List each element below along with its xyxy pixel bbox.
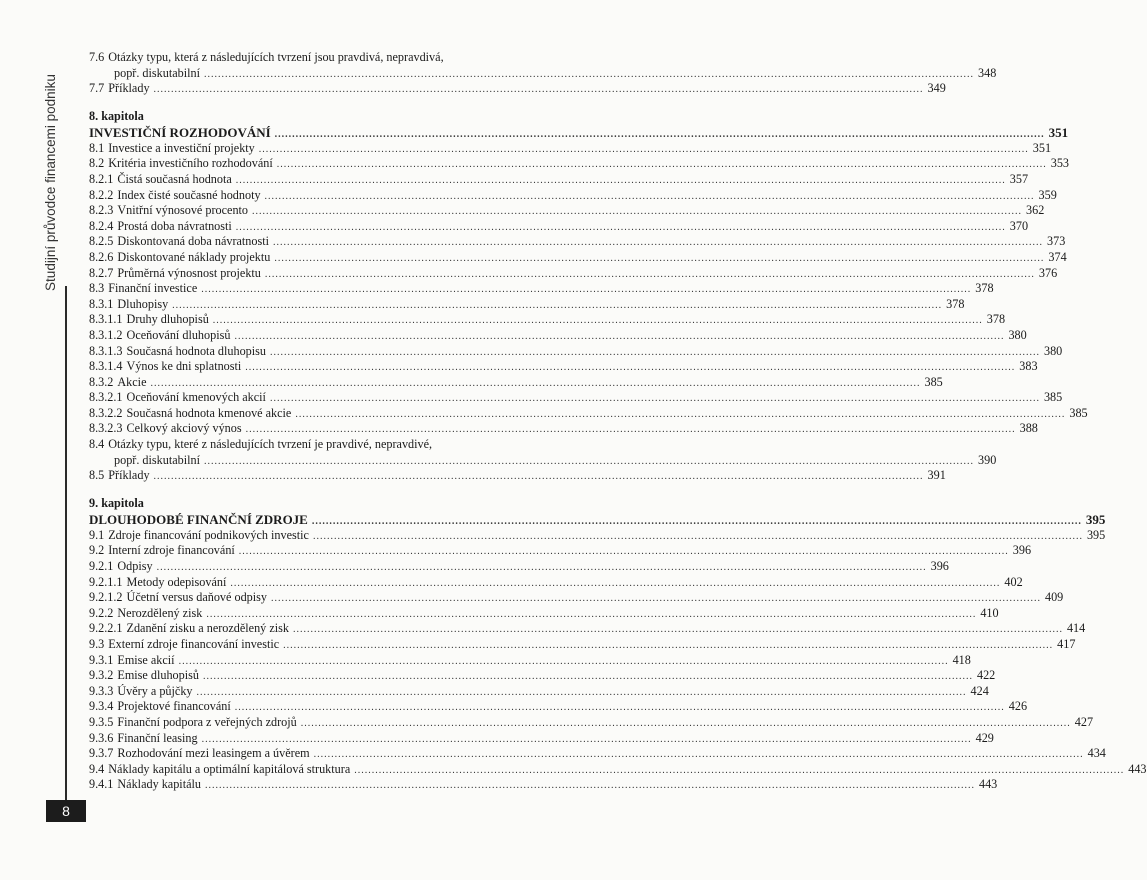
entry-page: 422: [976, 668, 996, 683]
entry-number: 9.2.2.1: [89, 621, 123, 636]
chapter-page: 395: [1085, 511, 1106, 527]
entry-number: 8.3.1.2: [89, 327, 123, 342]
entry-title: Finanční leasing: [117, 730, 198, 745]
entry-page: 395: [1086, 527, 1106, 542]
entry-page: 424: [970, 683, 989, 698]
entry-number: 9.4: [89, 761, 105, 776]
dot-leader: ............................................................................................................................................................................................................................: [172, 299, 943, 311]
entry-title: Účetní versus daňové odpisy: [126, 590, 267, 605]
toc-entry[interactable]: [89, 296, 965, 313]
dot-leader: ............................................................................................................................................................................................................................: [201, 733, 972, 745]
entry-title: Výnos ke dni splatnosti: [126, 359, 242, 374]
toc-entry[interactable]: [89, 699, 1028, 715]
toc-entry[interactable]: [89, 218, 1029, 235]
dot-leader: ............................................................................................................................................................................................................................: [178, 655, 949, 667]
toc-entry[interactable]: [89, 359, 1038, 375]
entry-title: Oceňování kmenových akcií: [126, 390, 266, 405]
toc-entry[interactable]: [89, 405, 1088, 422]
dot-leader: ............................................................................................................................................................................................................................: [274, 128, 1045, 140]
entry-number: 9.3.7: [89, 746, 114, 761]
entry-number: 8.2.4: [89, 218, 114, 233]
toc-entry-continuation[interactable]: [89, 65, 997, 82]
entry-title: Interní zdroje financování: [108, 543, 235, 558]
dot-leader: ............................................................................................................................................................................................................................: [300, 717, 1071, 729]
dot-leader: ............................................................................................................................................................................................................................: [204, 455, 974, 467]
entry-page: 409: [1044, 590, 1064, 605]
toc-entry[interactable]: [89, 187, 1057, 204]
dot-leader: ............................................................................................................................................................................................................................: [153, 471, 924, 483]
entry-page: 427: [1074, 714, 1094, 729]
entry-title: Kritéria investičního rozhodování: [108, 156, 273, 171]
dot-leader: ............................................................................................................................................................................................................................: [201, 284, 972, 296]
toc-entry[interactable]: [89, 343, 1063, 360]
entry-number: 8.3.2: [89, 374, 114, 389]
dot-leader: ............................................................................................................................................................................................................................: [313, 749, 1084, 761]
entry-title: Celkový akciový výnos: [126, 421, 242, 436]
entry-title: Externí zdroje financování investic: [108, 637, 280, 651]
entry-page: 357: [1009, 171, 1029, 186]
toc-entry[interactable]: [89, 543, 1032, 559]
entry-number: 8.3.1.4: [89, 359, 123, 374]
dot-leader: ............................................................................................................................................................................................................................: [276, 159, 1047, 171]
entry-number: 7.7: [89, 81, 105, 96]
toc-entry[interactable]: [89, 777, 998, 793]
chapter-title: DLOUHODOBÉ FINANČNÍ ZDROJE: [89, 511, 308, 527]
dot-leader: ............................................................................................................................................................................................................................: [269, 346, 1040, 358]
entry-number: 8.3.1.3: [89, 343, 123, 358]
entry-page: 383: [1019, 359, 1038, 374]
entry-number: 8.3.2.3: [89, 421, 123, 436]
entry-number: 8.4: [89, 437, 105, 452]
dot-leader: ............................................................................................................................................................................................................................: [204, 780, 975, 792]
entry-title: Současná hodnota kmenové akcie: [126, 405, 292, 420]
dot-leader: ............................................................................................................................................................................................................................: [156, 562, 927, 574]
dot-leader: ............................................................................................................................................................................................................................: [196, 686, 967, 698]
entry-title: Oceňování dluhopisů: [126, 327, 231, 342]
entry-number: 8.2.3: [89, 203, 114, 218]
entry-page: 402: [1004, 574, 1023, 589]
entry-title-continuation: popř. diskutabilní: [114, 65, 200, 80]
entry-title: Náklady kapitálu: [117, 777, 201, 792]
entry-title: Nerozdělený zisk: [117, 605, 203, 620]
dot-leader: ............................................................................................................................................................................................................................: [235, 221, 1006, 233]
dot-leader: ............................................................................................................................................................................................................................: [295, 408, 1066, 420]
entry-page: 385: [924, 374, 943, 389]
toc-entry[interactable]: [89, 234, 1066, 250]
entry-page: 348: [978, 65, 997, 80]
entry-page: 443: [978, 777, 998, 792]
dot-leader: ............................................................................................................................................................................................................................: [206, 608, 977, 620]
margin-rule: [65, 286, 67, 802]
chapter-title-entry[interactable]: [89, 511, 1106, 528]
table-of-contents: [89, 50, 1147, 793]
entry-title: Odpisy: [117, 559, 153, 574]
entry-number: 9.2.2: [89, 605, 114, 620]
entry-title: Příklady: [108, 81, 150, 96]
dot-leader: ............................................................................................................................................................................................................................: [252, 206, 1023, 218]
entry-title: Index čisté současné hodnoty: [117, 187, 261, 202]
chapter-9-entries: [89, 527, 1147, 793]
page-number: 8: [46, 800, 86, 822]
entry-title: Otázky typu, která z následujících tvrzení jsou pravdivá, nepravdivá,: [108, 50, 444, 64]
entry-number: 9.3.3: [89, 683, 114, 698]
entry-page: 376: [1038, 265, 1058, 280]
entry-title: Finanční investice: [108, 281, 198, 296]
entry-title: Projektové financování: [117, 699, 231, 714]
toc-entry[interactable]: [89, 437, 569, 453]
dot-leader: ............................................................................................................................................................................................................................: [153, 84, 924, 96]
entry-page: 362: [1026, 203, 1045, 218]
toc-entry[interactable]: [89, 312, 1006, 328]
toc-entry[interactable]: [89, 156, 1069, 172]
toc-entry[interactable]: [89, 468, 946, 484]
entry-number: 8.2.2: [89, 187, 114, 202]
entry-number: 8.3.1.1: [89, 312, 123, 327]
toc-entry[interactable]: [89, 761, 1147, 778]
entry-number: 9.1: [89, 527, 105, 542]
toc-entry[interactable]: [89, 140, 1052, 157]
toc-entry[interactable]: [89, 527, 1106, 544]
entry-number: 8.2.5: [89, 234, 114, 249]
toc-entry[interactable]: [89, 281, 994, 297]
dot-leader: ............................................................................................................................................................................................................................: [245, 424, 1016, 436]
entry-title: Emise akcií: [117, 652, 175, 667]
running-title-text: Studijní průvodce financemi podniku: [42, 73, 58, 291]
dot-leader: ............................................................................................................................................................................................................................: [202, 671, 973, 683]
entry-number: 9.3.2: [89, 668, 114, 683]
dot-leader: ............................................................................................................................................................................................................................: [238, 546, 1009, 558]
entry-title: Finanční podpora z veřejných zdrojů: [117, 714, 297, 729]
entry-title: Prostá doba návratnosti: [117, 218, 232, 233]
entry-page: 410: [980, 605, 999, 620]
entry-page: 418: [952, 652, 971, 667]
toc-entry[interactable]: [89, 730, 994, 747]
toc-entry[interactable]: [89, 668, 996, 684]
entry-number: 8.1: [89, 140, 105, 155]
entry-title: Investice a investiční projekty: [108, 140, 255, 155]
entry-number: 9.2.1: [89, 559, 114, 574]
dot-leader: ............................................................................................................................................................................................................................: [292, 624, 1063, 636]
entry-title: Rozhodování mezi leasingem a úvěrem: [117, 746, 310, 761]
toc-entry[interactable]: [89, 171, 1029, 188]
entry-number: 8.2.6: [89, 249, 114, 264]
chapter-title-entry[interactable]: [89, 124, 1069, 141]
dot-leader: ............................................................................................................................................................................................................................: [234, 330, 1005, 342]
entry-number: 7.6: [89, 50, 105, 64]
entry-page: 351: [1032, 140, 1052, 155]
entry-number: 9.3: [89, 637, 105, 651]
toc-entry[interactable]: [89, 249, 1067, 266]
toc-entry[interactable]: [89, 50, 569, 66]
entry-number: 9.3.1: [89, 652, 114, 667]
entry-title: Dluhopisy: [117, 296, 169, 311]
entry-title: Průměrná výnosnost projektu: [117, 265, 261, 280]
running-title: [44, 62, 56, 302]
entry-page: 374: [1048, 249, 1067, 264]
entry-title: Zdanění zisku a nerozdělený zisk: [126, 621, 289, 636]
entry-page: 417: [1057, 637, 1076, 651]
entry-title: Diskontované náklady projektu: [117, 249, 271, 264]
dot-leader: ............................................................................................................................................................................................................................: [258, 143, 1029, 155]
entry-page: 380: [1043, 343, 1063, 358]
entry-page: 378: [975, 281, 994, 296]
entry-title: Druhy dluhopisů: [126, 312, 209, 327]
entry-title: Současná hodnota dluhopisu: [126, 343, 266, 358]
toc-entry[interactable]: [89, 81, 946, 97]
entry-number: 9.2: [89, 543, 105, 558]
toc-entry[interactable]: [89, 559, 949, 575]
entry-number: 9.3.4: [89, 699, 114, 714]
toc-entry[interactable]: [89, 421, 1038, 437]
dot-leader: ............................................................................................................................................................................................................................: [150, 377, 921, 389]
entry-page: 388: [1019, 421, 1038, 436]
toc-entry[interactable]: [89, 374, 943, 391]
entry-page: 390: [978, 452, 997, 467]
entry-title: Příklady: [108, 468, 150, 483]
dot-leader: ............................................................................................................................................................................................................................: [264, 190, 1035, 202]
entry-page: 414: [1066, 621, 1086, 636]
entry-title: Diskontovaná doba návratnosti: [117, 234, 270, 249]
entry-page: 359: [1038, 187, 1057, 202]
chapter-8-entries: [89, 140, 1088, 437]
dot-leader: ............................................................................................................................................................................................................................: [311, 515, 1082, 527]
chapter-label: 8. kapitola: [89, 108, 144, 123]
chapter-label: 9. kapitola: [89, 495, 144, 510]
entry-page: 378: [946, 296, 965, 311]
dot-leader: ............................................................................................................................................................................................................................: [354, 764, 1125, 776]
dot-leader: ............................................................................................................................................................................................................................: [212, 315, 983, 327]
chapter-title: INVESTIČNÍ ROZHODOVÁNÍ: [89, 124, 271, 140]
toc-entry[interactable]: [89, 714, 1094, 731]
entry-page: 373: [1047, 234, 1066, 249]
dot-leader: ............................................................................................................................................................................................................................: [312, 530, 1083, 542]
dot-leader: ............................................................................................................................................................................................................................: [283, 640, 1054, 651]
dot-leader: ............................................................................................................................................................................................................................: [264, 268, 1035, 280]
dot-leader: ............................................................................................................................................................................................................................: [274, 252, 1045, 264]
toc-entry[interactable]: [89, 637, 1076, 653]
entry-number: 9.2.1.1: [89, 574, 123, 589]
toc-entry[interactable]: [89, 621, 1086, 637]
entry-number: 8.2.7: [89, 265, 114, 280]
entry-title: Otázky typu, které z následujících tvrzení je pravdivé, nepravdivé,: [108, 437, 433, 452]
toc-entry[interactable]: [89, 574, 1023, 591]
entry-page: 434: [1087, 746, 1106, 761]
entry-title: Náklady kapitálu a optimální kapitálová struktura: [108, 761, 351, 776]
entry-number: 8.5: [89, 468, 105, 483]
entry-number: 8.3: [89, 281, 105, 296]
entry-title: Čistá současná hodnota: [117, 171, 232, 186]
entry-page: 391: [927, 468, 946, 483]
dot-leader: ............................................................................................................................................................................................................................: [235, 174, 1006, 186]
entry-number: 9.2.1.2: [89, 590, 123, 605]
chapter-page: 351: [1048, 124, 1069, 140]
toc-entry[interactable]: [89, 390, 1063, 406]
dot-leader: ............................................................................................................................................................................................................................: [270, 593, 1041, 605]
toc-entry[interactable]: [89, 652, 971, 669]
entry-title: Emise dluhopisů: [117, 668, 199, 683]
entry-page: 353: [1050, 156, 1069, 171]
dot-leader: ............................................................................................................................................................................................................................: [234, 702, 1005, 714]
entry-page: 396: [1012, 543, 1032, 558]
entry-title: Metody odepisování: [126, 574, 227, 589]
toc-entry[interactable]: [89, 590, 1064, 606]
entry-number: 8.3.2.1: [89, 390, 123, 405]
entry-number: 8.3.1: [89, 296, 114, 311]
entry-page: 349: [927, 81, 946, 96]
entry-title: Vnitřní výnosové procento: [117, 203, 249, 218]
entry-title-continuation: popř. diskutabilní: [114, 452, 200, 467]
entry-page: 385: [1069, 405, 1088, 420]
dot-leader: ............................................................................................................................................................................................................................: [269, 393, 1040, 405]
dot-leader: ............................................................................................................................................................................................................................: [273, 237, 1044, 249]
entry-number: 9.3.5: [89, 714, 114, 729]
entry-number: 8.2: [89, 156, 105, 171]
dot-leader: ............................................................................................................................................................................................................................: [245, 362, 1016, 374]
toc-entry[interactable]: [89, 605, 999, 622]
entry-title: Akcie: [117, 374, 147, 389]
toc-entry[interactable]: [89, 683, 989, 700]
toc-entry[interactable]: [89, 203, 1045, 219]
dot-leader: ............................................................................................................................................................................................................................: [204, 68, 974, 80]
entry-page: 426: [1008, 699, 1028, 714]
entry-page: 443: [1128, 761, 1147, 776]
toc-entry[interactable]: [89, 746, 1106, 762]
entry-number: 8.2.1: [89, 171, 114, 186]
toc-entry[interactable]: [89, 327, 1027, 344]
entry-title: Úvěry a půjčky: [117, 683, 193, 698]
toc-entry[interactable]: [89, 265, 1058, 282]
dot-leader: ............................................................................................................................................................................................................................: [230, 577, 1001, 589]
toc-entry-continuation[interactable]: [89, 452, 997, 469]
entry-page: 380: [1008, 327, 1027, 342]
entry-page: 396: [930, 559, 949, 574]
entry-page: 429: [975, 730, 994, 745]
entry-number: 9.3.6: [89, 730, 114, 745]
entry-number: 9.4.1: [89, 777, 114, 792]
entry-page: 370: [1009, 218, 1029, 233]
entry-number: 8.3.2.2: [89, 405, 123, 420]
entry-title: Zdroje financování podnikových investic: [108, 527, 309, 542]
entry-page: 385: [1043, 390, 1063, 405]
entry-page: 378: [986, 312, 1006, 327]
